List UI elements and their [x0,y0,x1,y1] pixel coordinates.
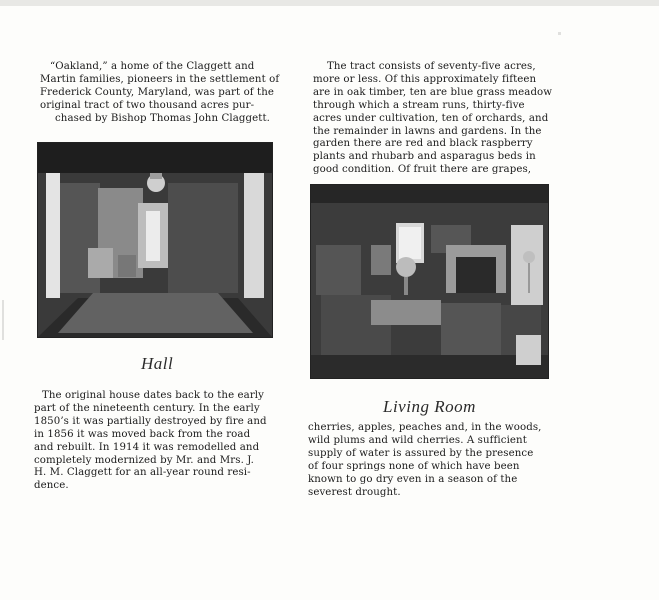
text-line: “Oakland,” a home of the Claggett and [50,61,255,72]
text-line: part of the nineteenth century. In the early [34,402,260,414]
tract-paragraph [313,61,553,177]
text-line: completely modernized by Mr. and Mrs. J. [34,454,254,466]
living-room-caption: Living Room [383,397,476,416]
text-line: 1850’s it was partially destroyed by fire and [34,415,267,427]
text-line: are in oak timber, ten are blue grass meadow [313,86,553,98]
text-line: The tract consists of seventy-five acres, [327,61,536,72]
hall-photo-icon [38,143,272,337]
text-line: and rebuilt. In 1914 it was remodelled and [34,441,260,453]
text-line: supply of water is assured by the presence [308,447,534,459]
text-line: cherries, apples, peaches and, in the woods, [308,422,542,433]
intro-paragraph [40,61,278,126]
text-line: known to go dry even in a season of the [308,473,518,485]
text-line: garden there are red and black raspberry [313,138,533,150]
scan-edge [0,0,659,6]
text-line: original tract of two thousand acres pur- [40,99,255,111]
living-room-photo-icon [311,185,548,378]
text-line: chased by Bishop Thomas John Claggett. [55,112,270,124]
hall-photo [37,142,273,338]
text-line: The original house dates back to the early [42,390,265,401]
scan-speck [558,32,561,35]
text-line: plants and rhubarb and asparagus beds in [313,151,536,163]
fruit-paragraph [308,422,550,499]
text-line: wild plums and wild cherries. A sufficient [308,434,527,446]
text-line: acres under cultivation, ten of orchards, and [313,112,549,124]
text-line: dence. [34,480,69,492]
text-line: the remainder in lawns and gardens. In the [313,125,542,137]
living-room-photo [310,184,549,379]
text-line: Martin families, pioneers in the settlement of [40,73,280,85]
text-line: through which a stream runs, thirty-five [313,99,525,111]
scan-mark [2,300,4,340]
text-line: severest drought. [308,486,401,498]
text-line: H. M. Claggett for an all-year round resi- [34,467,251,479]
text-line: more or less. Of this approximately fifteen [313,73,537,85]
history-paragraph [34,390,270,493]
hall-caption: Hall [141,354,174,373]
text-line: good condition. Of fruit there are grapes, [313,164,532,176]
text-line: of four springs none of which have been [308,460,520,472]
text-line: Frederick County, Maryland, was part of the [40,86,274,98]
text-line: in 1856 it was moved back from the road [34,428,251,440]
